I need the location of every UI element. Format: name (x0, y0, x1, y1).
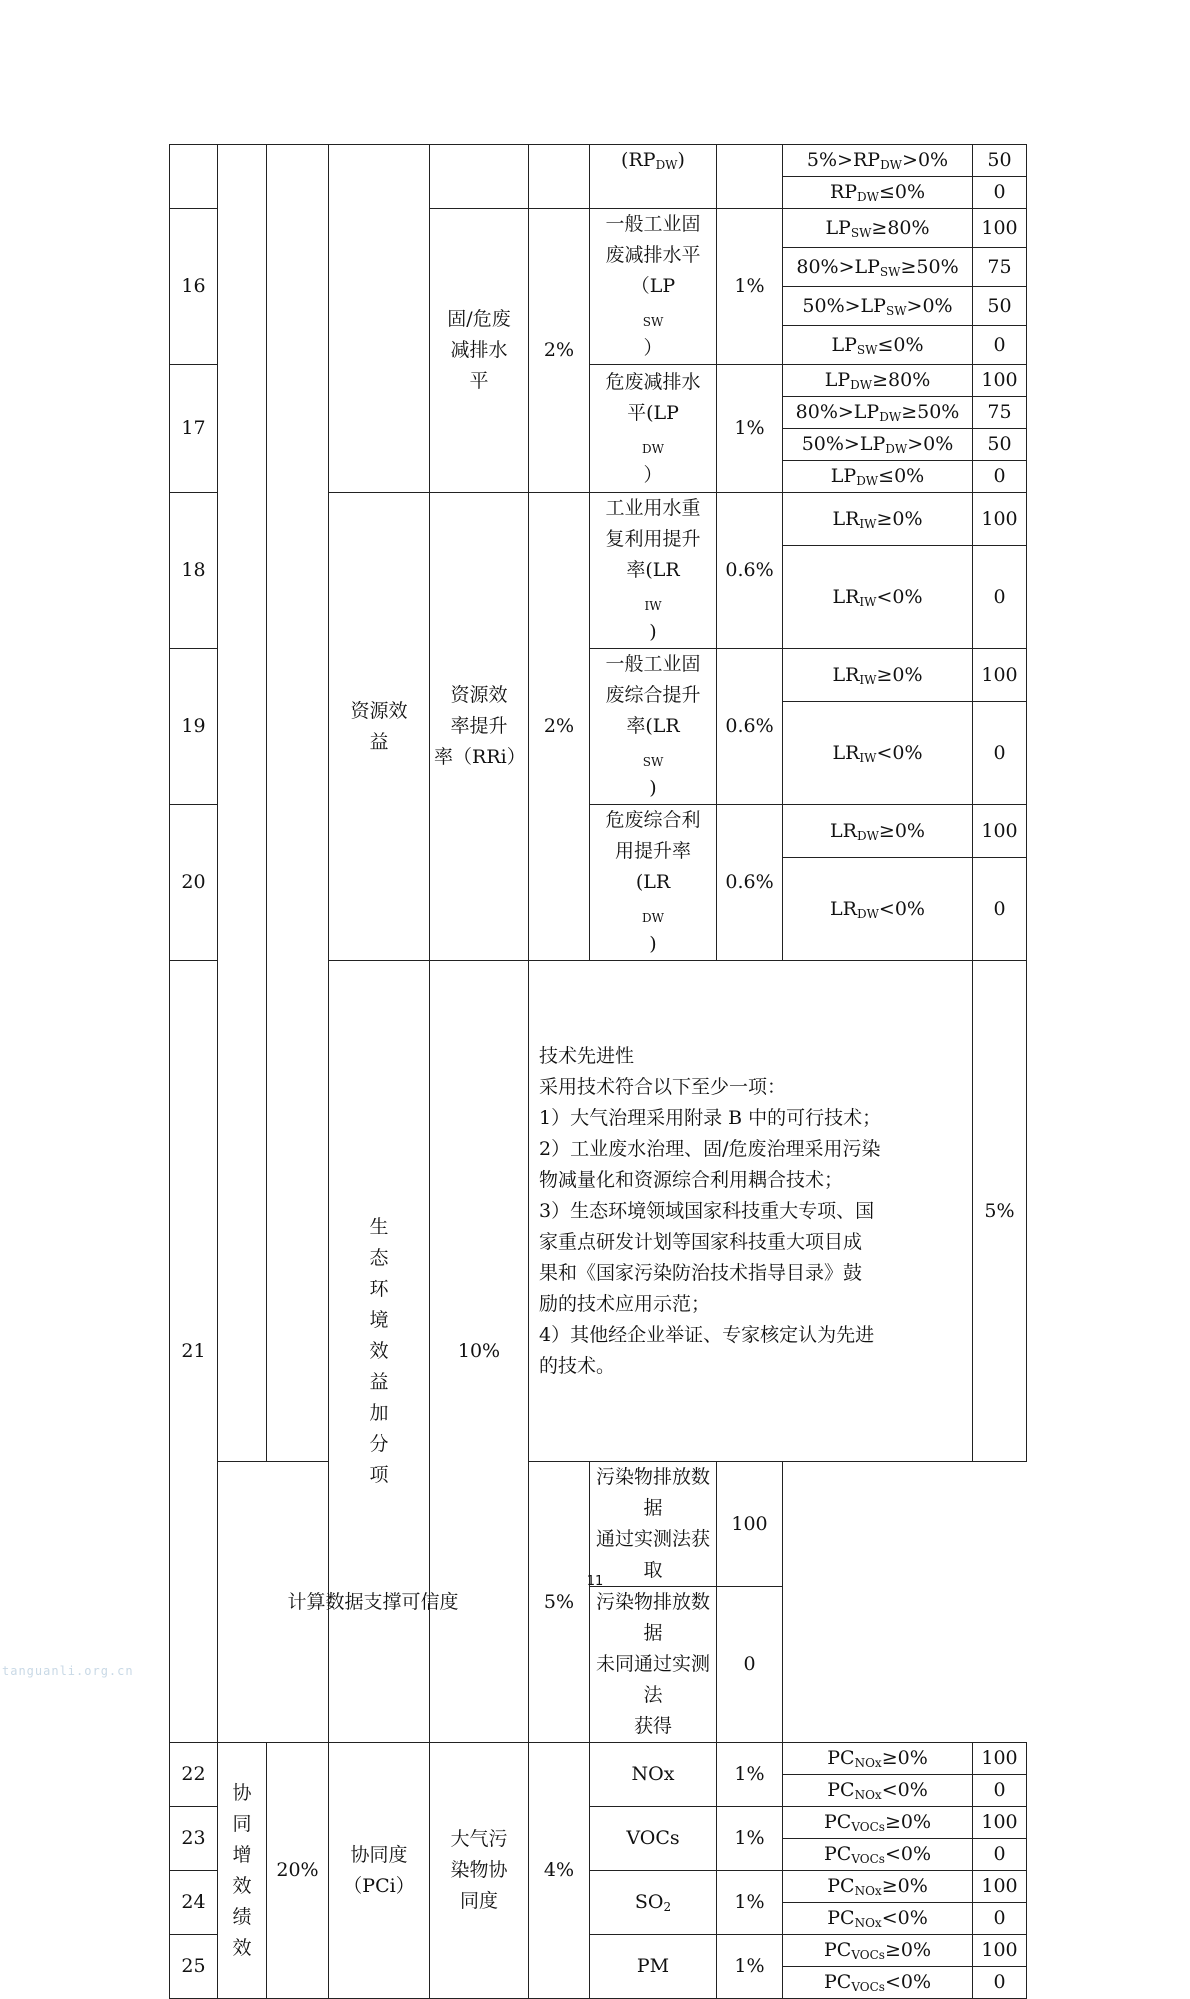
condition-cell: $50\%>LP_{DW}>0\%$ (783, 429, 973, 461)
item-weight-cell: 4% (529, 1743, 590, 1999)
metric-weight-cell: 0.6% (717, 649, 783, 805)
item-weight-cell (529, 145, 590, 209)
metric-weight-cell: 1% (717, 1871, 783, 1935)
item-cell: 大气污 染物协 同度 (430, 1743, 529, 1999)
row-number-cell: 22 (170, 1743, 218, 1807)
score-cell: 100 (973, 649, 1027, 702)
score-cell: 0 (973, 858, 1027, 961)
score-cell: 0 (973, 461, 1027, 493)
row-number-cell (170, 145, 218, 209)
condition-cell: $80\%>LP_{SW}\ge 50\%$ (783, 248, 973, 287)
score-cell: 75 (973, 397, 1027, 429)
score-cell: 0 (973, 1903, 1027, 1935)
condition-cell: $80\%>LP_{DW}\ge 50\%$ (783, 397, 973, 429)
item-weight-cell: 2% (529, 209, 590, 493)
page-number: 11 (586, 1574, 604, 1589)
condition-cell: $RP_{DW}\le 0\%$ (783, 177, 973, 209)
metric-cell: PM (590, 1935, 717, 1999)
data-credibility-cell: 计算数据支撑可信度 (218, 1462, 529, 1743)
score-cell: 50 (973, 287, 1027, 326)
condition-cell: $LR_{DW}\ge 0\%$ (783, 805, 973, 858)
category-weight-cell: 20% (267, 1743, 329, 1999)
condition-cell: $5\%>RP_{DW}>0\%$ (783, 145, 973, 177)
metric-weight-cell: 1% (717, 209, 783, 365)
score-cell: 0 (973, 177, 1027, 209)
metric-cell: NOx (590, 1743, 717, 1807)
row-number-cell: 18 (170, 493, 218, 649)
condition-cell: $PC_{NOx}\ge 0\%$ (783, 1871, 973, 1903)
condition-cell: $PC_{VOCs}\ge 0\%$ (783, 1935, 973, 1967)
condition-cell: $LP_{SW}\le 0\%$ (783, 326, 973, 365)
condition-cell: $LR_{IW}<0\%$ (783, 702, 973, 805)
subcategory-cell (329, 145, 430, 493)
metric-cell: 一般工业固 废综合提升 率(LR $_{SW}$ ) (590, 649, 717, 805)
condition-cell: 污染物排放数据 未同通过实测法 获得 (590, 1587, 717, 1743)
condition-cell: $LR_{DW}<0\%$ (783, 858, 973, 961)
condition-cell: $LR_{IW}\ge 0\%$ (783, 493, 973, 546)
metric-weight-cell: 5% (529, 1462, 590, 1743)
score-cell: 75 (973, 248, 1027, 287)
item-cell: 固/危废 减排水 平 (430, 209, 529, 493)
row-number-cell: 23 (170, 1807, 218, 1871)
table-row (170, 1462, 1027, 1587)
metric-weight-cell (717, 145, 783, 209)
metric-cell: 一般工业固 废减排水平 （LP $_{SW}$ ） (590, 209, 717, 365)
score-cell: 0 (973, 1775, 1027, 1807)
score-cell: 0 (973, 326, 1027, 365)
category-cell: 协 同 增 效 绩 效 (218, 1743, 267, 1999)
category-weight-cell: 10% (430, 961, 529, 1743)
score-cell: 0 (973, 1839, 1027, 1871)
metric-cell: 危废综合利 用提升率 (LR $_{DW}$ ) (590, 805, 717, 961)
score-cell: 0 (973, 1967, 1027, 1999)
condition-cell: $PC_{NOx}<0\%$ (783, 1775, 973, 1807)
condition-cell: $LP_{DW}\le 0\%$ (783, 461, 973, 493)
category-cell (218, 145, 267, 1462)
metric-cell: $SO_2$ (590, 1871, 717, 1935)
score-cell: 50 (973, 429, 1027, 461)
row-number-cell: 16 (170, 209, 218, 365)
condition-cell: $PC_{VOCs}\ge 0\%$ (783, 1807, 973, 1839)
score-cell: 0 (973, 702, 1027, 805)
metric-cell: $(RP_{DW})$ (590, 145, 717, 209)
metric-cell: VOCs (590, 1807, 717, 1871)
score-cell: 100 (717, 1462, 783, 1587)
metric-weight-cell: 0.6% (717, 493, 783, 649)
score-cell: 50 (973, 145, 1027, 177)
condition-cell: $LR_{IW}\ge 0\%$ (783, 649, 973, 702)
scoring-table (169, 144, 1027, 1999)
table-row (170, 145, 1027, 177)
row-number-cell: 17 (170, 365, 218, 493)
score-cell: 100 (973, 365, 1027, 397)
score-cell: 100 (973, 1871, 1027, 1903)
score-cell: 0 (973, 546, 1027, 649)
condition-cell: 污染物排放数据 通过实测法获取 (590, 1462, 717, 1587)
subcategory-cell: 资源效 益 (329, 493, 430, 961)
row-number-cell: 19 (170, 649, 218, 805)
condition-cell: $PC_{NOx}<0\%$ (783, 1903, 973, 1935)
item-weight-cell: 2% (529, 493, 590, 961)
metric-weight-cell: 1% (717, 1807, 783, 1871)
condition-cell: $PC_{NOx}\ge 0\%$ (783, 1743, 973, 1775)
metric-weight-cell: 5% (973, 961, 1027, 1462)
score-cell: 100 (973, 1935, 1027, 1967)
item-cell: 资源效 率提升 率（RRi） (430, 493, 529, 961)
category-cell: 生 态 环 境 效 益 加 分 项 (329, 961, 430, 1743)
score-cell: 100 (973, 493, 1027, 546)
metric-weight-cell: 1% (717, 365, 783, 493)
score-cell: 100 (973, 1743, 1027, 1775)
item-cell (430, 145, 529, 209)
metric-weight-cell: 0.6% (717, 805, 783, 961)
row-number-cell: 21 (170, 961, 218, 1743)
metric-weight-cell: 1% (717, 1935, 783, 1999)
subcategory-cell: 协同度 （PCi） (329, 1743, 430, 1999)
condition-cell: $PC_{VOCs}<0\%$ (783, 1967, 973, 1999)
category-weight-cell (267, 145, 329, 1462)
metric-cell: 工业用水重 复利用提升 率(LR $_{IW}$ ) (590, 493, 717, 649)
condition-cell: $LP_{DW}\ge 80\%$ (783, 365, 973, 397)
metric-cell: 危废减排水 平(LP $_{DW}$ ） (590, 365, 717, 493)
watermark: tanguanli.org.cn (2, 1664, 134, 1678)
row-number-cell: 25 (170, 1935, 218, 1999)
metric-weight-cell: 1% (717, 1743, 783, 1807)
row-number-cell: 24 (170, 1871, 218, 1935)
condition-cell: $PC_{VOCs}<0\%$ (783, 1839, 973, 1871)
tech-description-cell: 技术先进性 采用技术符合以下至少一项： 1）大气治理采用附录 B 中的可行技术； 2）工业废水治理、固/危废治理采用污染 物减量化和资源综合利用耦合技术； 3）生态环境领域国家科技重大专项、国 家重点研发计划等国家科技重大项目成 果和《国家污染防治技术指导目录》鼓 励的技术应用示范； 4）其他经企业举证、专家核定认为先进 的技术。 (529, 961, 973, 1462)
score-cell: 100 (973, 1807, 1027, 1839)
score-cell: 100 (973, 209, 1027, 248)
score-cell: 100 (973, 805, 1027, 858)
condition-cell: $50\%>LP_{SW}>0\%$ (783, 287, 973, 326)
row-number-cell: 20 (170, 805, 218, 961)
score-cell: 0 (717, 1587, 783, 1743)
condition-cell: $LR_{IW}<0\%$ (783, 546, 973, 649)
condition-cell: $LP_{SW}\ge 80\%$ (783, 209, 973, 248)
table-row (170, 1743, 1027, 1775)
